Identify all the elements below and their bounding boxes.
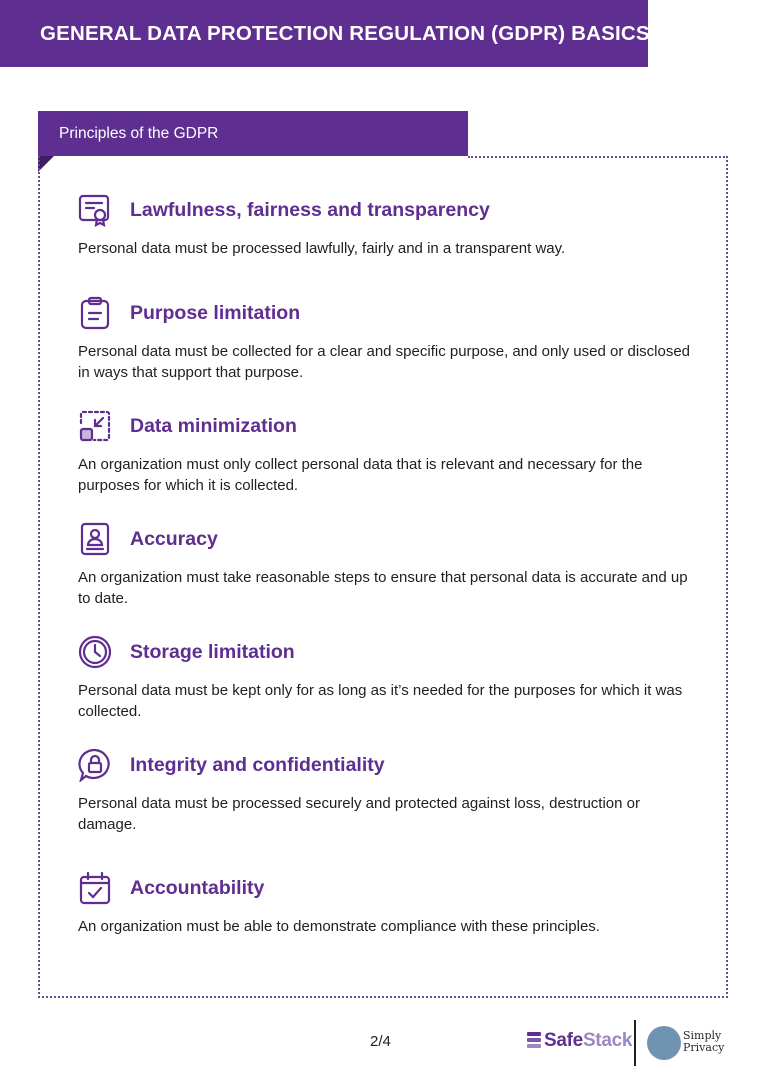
principle-title: Purpose limitation <box>130 301 301 324</box>
principle-description: An organization must be able to demonstrate compliance with these principles. <box>78 918 600 935</box>
header-bar <box>0 0 648 67</box>
logo-text-stack: Stack <box>582 1030 633 1051</box>
principle-description: Personal data must be processed securely and protected against loss, destruction or damage. <box>78 795 640 833</box>
principle-title: Data minimization <box>130 414 297 437</box>
certificate-icon <box>78 193 112 227</box>
partner-logo-circle-icon <box>647 1026 681 1060</box>
principle-title: Accountability <box>130 876 265 899</box>
footer-divider <box>634 1020 636 1066</box>
principle-description: Personal data must be processed lawfully, fairly and in a transparent way. <box>78 240 566 257</box>
principle-item <box>78 521 698 609</box>
section-label: Principles of the GDPR <box>59 124 219 142</box>
principle-item <box>78 747 698 835</box>
id-document-icon <box>78 522 112 556</box>
calendar-check-icon <box>78 871 112 905</box>
safestack-logo <box>527 1030 632 1052</box>
principle-item <box>78 192 698 259</box>
lock-chat-icon <box>78 748 112 782</box>
page-title: GENERAL DATA PROTECTION REGULATION (GDPR) BASICS <box>40 21 650 45</box>
stack-icon <box>527 1030 541 1052</box>
partner-name-line2: Privacy <box>683 1041 725 1054</box>
principle-title: Lawfulness, fairness and transparency <box>130 198 490 221</box>
principle-description: Personal data must be kept only for as long as it’s needed for the purposes for which it was collected. <box>78 682 683 720</box>
principle-description: An organization must take reasonable steps to ensure that personal data is accurate and up to date. <box>78 569 688 607</box>
partner-name-line1: Simply <box>683 1029 722 1042</box>
simply-privacy-logo <box>647 1024 727 1064</box>
clock-icon <box>78 635 112 669</box>
principle-title: Storage limitation <box>130 640 295 663</box>
principle-item <box>78 295 698 383</box>
principle-title: Accuracy <box>130 527 218 550</box>
page-number: 2/4 <box>370 1033 391 1050</box>
principle-item <box>78 634 698 722</box>
principle-description: An organization must only collect personal data that is relevant and necessary for the purposes for which it is collected. <box>78 456 643 494</box>
section-tab <box>38 111 468 156</box>
logo-text-safe: Safe <box>544 1030 583 1051</box>
principle-description: Personal data must be collected for a clear and specific purpose, and only used or disclosed in ways that support that purpose. <box>78 343 691 381</box>
principle-title: Integrity and confidentiality <box>130 753 385 776</box>
principle-item <box>78 408 698 496</box>
principle-item <box>78 870 698 937</box>
clipboard-icon <box>78 296 112 330</box>
minimize-icon <box>78 409 112 443</box>
